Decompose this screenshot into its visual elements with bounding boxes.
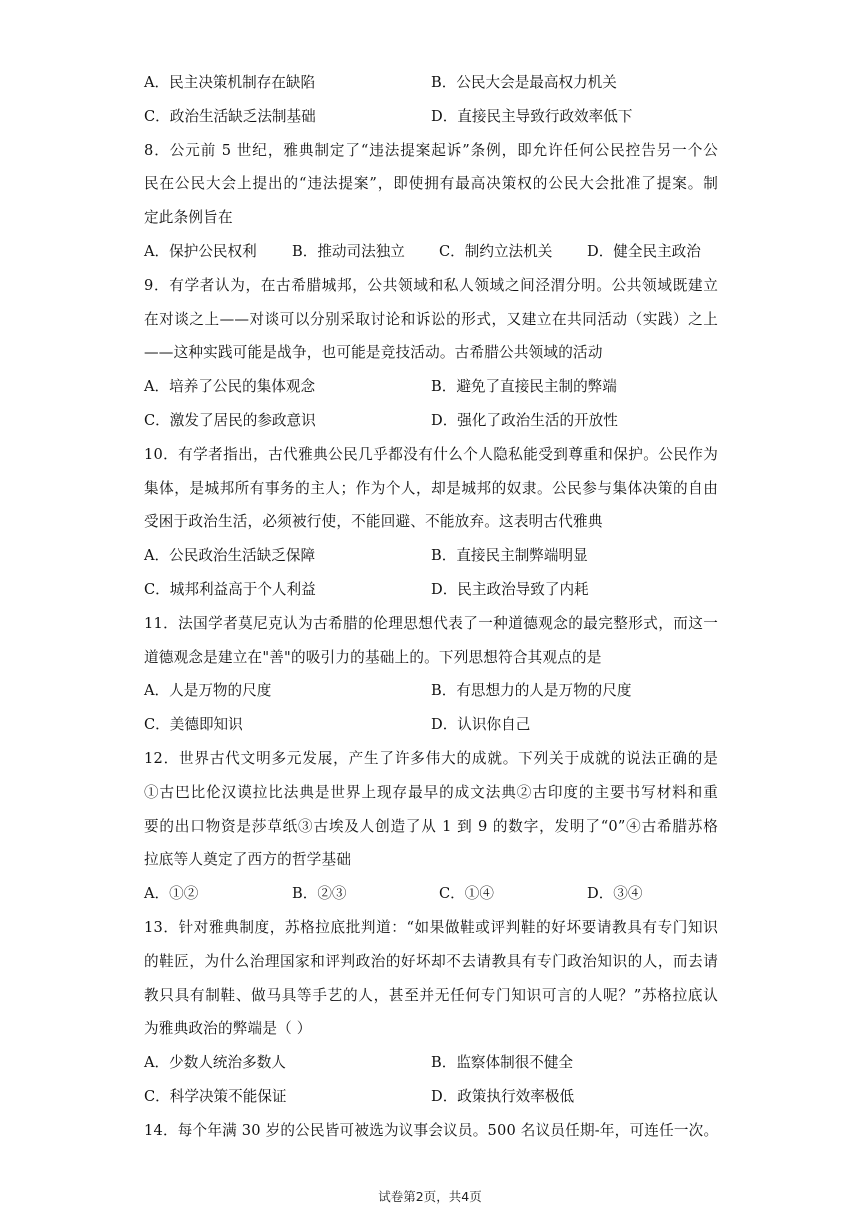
- answer-option: D．民主政治导致了内耗: [431, 580, 589, 598]
- question-stem-line: 9．有学者认为，在古希腊城邦，公共领域和私人领域之间泾渭分明。公共领域既建立: [144, 276, 718, 294]
- answer-option: A．培养了公民的集体观念: [144, 378, 316, 396]
- question-stem-line: 定此条例旨在: [144, 209, 233, 227]
- question-stem-line: 10．有学者指出，古代雅典公民几乎都没有什么个人隐私能受到尊重和保护。公民作为: [144, 445, 718, 463]
- option-row: [144, 100, 718, 134]
- question-stem-line: 在对谈之上——对谈可以分别采取讨论和诉讼的形式，又建立在共同活动（实践）之上: [144, 310, 718, 328]
- answer-option: D．健全民主政治: [587, 242, 701, 260]
- option-row: [144, 573, 718, 607]
- option-row: [144, 235, 718, 269]
- answer-option: B．监察体制很不健全: [431, 1054, 574, 1072]
- question-stem-line: 8．公元前 5 世纪，雅典制定了“违法提案起诉”条例，即允许任何公民控告另一个公: [144, 141, 718, 159]
- question-stem-line: 11．法国学者莫尼克认为古希腊的伦理思想代表了一种道德观念的最完整形式，而这一: [144, 614, 718, 632]
- answer-option: B．推动司法独立: [292, 242, 405, 260]
- question-stem-line: 要的出口物资是莎草纸③古埃及人创造了从 1 到 9 的数字，发明了“0”④古希腊苏格: [144, 817, 718, 835]
- question-stem-line: 受困于政治生活，必须被行使，不能回避、不能放弃。这表明古代雅典: [144, 513, 603, 531]
- option-row: [144, 539, 718, 573]
- answer-option: D．政策执行效率极低: [431, 1087, 575, 1105]
- option-row: [144, 1080, 718, 1114]
- question-q12: [144, 742, 718, 911]
- answer-option: C．美德即知识: [144, 716, 243, 734]
- question-stem-line: 民在公民大会上提出的“违法提案”，即使拥有最高决策权的公民大会批准了提案。制: [144, 175, 718, 193]
- answer-option: B．有思想力的人是万物的尺度: [431, 682, 632, 700]
- option-row: [144, 877, 718, 911]
- question-stem-line: 拉底等人奠定了西方的哲学基础: [144, 851, 352, 869]
- answer-option: C．科学决策不能保证: [144, 1087, 287, 1105]
- option-row: [144, 674, 718, 708]
- question-stem-line: 集体，是城邦所有事务的主人；作为个人，却是城邦的奴隶。公民参与集体决策的自由: [144, 479, 718, 497]
- answer-option: B．公民大会是最高权力机关: [431, 74, 617, 91]
- answer-option: A．少数人统治多数人: [144, 1054, 286, 1072]
- question-q10: [144, 438, 718, 607]
- answer-option: B．直接民主制弊端明显: [431, 547, 588, 565]
- answer-option: A．公民政治生活缺乏保障: [144, 547, 316, 565]
- question-q9: [144, 269, 718, 438]
- question-stem-line: 道德观念是建立在"善"的吸引力的基础上的。下列思想符合其观点的是: [144, 648, 602, 666]
- question-stem-line: 13．针对雅典制度，苏格拉底批判道：“如果做鞋或评判鞋的好坏要请教具有专门知识: [144, 918, 718, 936]
- answer-option: D．强化了政治生活的开放性: [431, 411, 618, 429]
- option-row: [144, 66, 718, 100]
- question-stem-line: 14．每个年满 30 岁的公民皆可被选为议事会议员。500 名议员任期-年，可连任一次。: [144, 1121, 719, 1139]
- answer-option: B．②③: [292, 885, 347, 903]
- question-stem-line: 教只具有制鞋、做马具等手艺的人，甚至并无任何专门知识可言的人呢？”苏格拉底认: [144, 986, 718, 1004]
- question-stem-line: ①古巴比伦汉谟拉比法典是世界上现存最早的成文法典②古印度的主要书写材料和重: [144, 783, 718, 801]
- answer-option: C．政治生活缺乏法制基础: [144, 107, 316, 125]
- answer-option: C．激发了居民的参政意识: [144, 411, 316, 429]
- answer-option: A．人是万物的尺度: [144, 682, 272, 700]
- question-q13: [144, 911, 718, 1114]
- option-row: [144, 1046, 718, 1080]
- option-row: [144, 370, 718, 404]
- answer-option: C．城邦利益高于个人利益: [144, 580, 316, 598]
- question-list: [144, 66, 718, 1148]
- question-q14: [144, 1114, 718, 1148]
- answer-option: D．③④: [587, 885, 643, 903]
- option-row: [144, 404, 718, 438]
- question-stem-line: 12．世界古代文明多元发展，产生了许多伟大的成就。下列关于成就的说法正确的是: [144, 749, 718, 767]
- question-stem-line: ——这种实践可能是战争，也可能是竞技活动。古希腊公共领域的活动: [144, 344, 603, 362]
- question-q8: [144, 134, 718, 269]
- answer-option: C．制约立法机关: [439, 242, 553, 260]
- question-q11: [144, 607, 718, 742]
- answer-option: A．保护公民权利: [144, 242, 257, 260]
- answer-option: D．直接民主导致行政效率低下: [431, 107, 633, 125]
- option-row: [144, 708, 718, 742]
- question-stem-line: 的鞋匠，为什么治理国家和评判政治的好坏却不去请教具有专门政治知识的人，而去请: [144, 952, 718, 970]
- answer-option: C．①④: [439, 885, 494, 903]
- answer-option: A．民主决策机制存在缺陷: [144, 74, 316, 91]
- question-q7: [144, 66, 718, 134]
- answer-option: D．认识你自己: [431, 716, 531, 734]
- answer-option: A．①②: [144, 885, 199, 903]
- page-footer: 试卷第2页，共4页: [378, 1189, 482, 1204]
- question-stem-line: 为雅典政治的弊端是（ ）: [144, 1020, 312, 1038]
- answer-option: B．避免了直接民主制的弊端: [431, 378, 617, 396]
